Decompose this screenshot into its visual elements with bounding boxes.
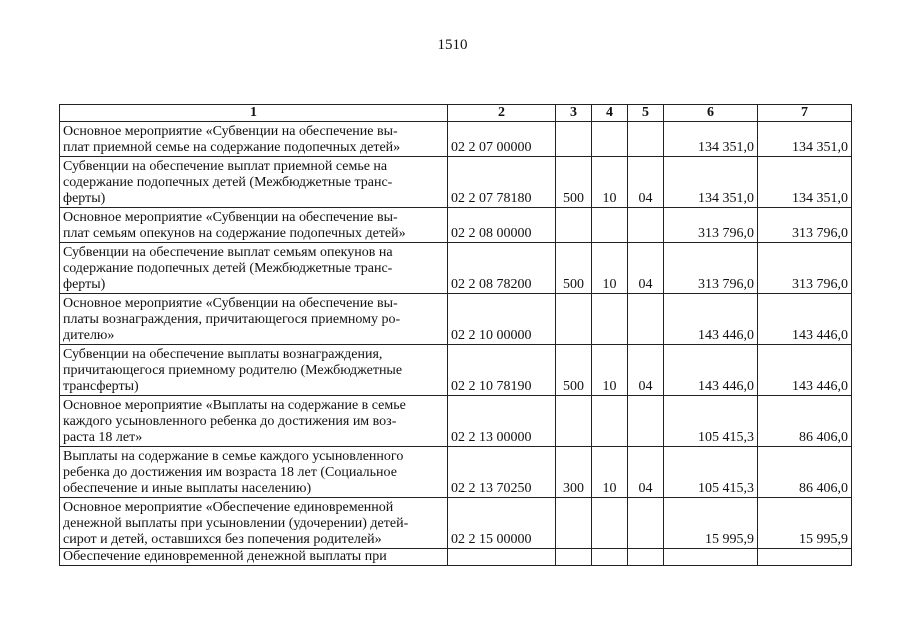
row-amount-col7: 86 406,0 (758, 396, 852, 447)
row-name: Основное мероприятие «Субвенции на обеспечение вы- платы вознаграждения, причитающегося приемному ро- дителю» (60, 294, 448, 345)
row-amount-col7: 15 995,9 (758, 498, 852, 549)
row-col5 (628, 396, 664, 447)
row-amount-col7: 134 351,0 (758, 157, 852, 208)
row-col4 (592, 549, 628, 566)
row-amount-col6: 143 446,0 (664, 294, 758, 345)
row-amount-col6: 134 351,0 (664, 122, 758, 157)
row-code: 02 2 10 00000 (448, 294, 556, 345)
row-col5 (628, 208, 664, 243)
row-amount-col7: 313 796,0 (758, 243, 852, 294)
row-amount-col7: 143 446,0 (758, 345, 852, 396)
row-name: Основное мероприятие «Выплаты на содержание в семье каждого усыновленного ребенка до достижения им воз- раста 18 лет» (60, 396, 448, 447)
row-name: Основное мероприятие «Субвенции на обеспечение вы- плат приемной семье на содержание подопечных детей» (60, 122, 448, 157)
row-code: 02 2 13 00000 (448, 396, 556, 447)
col-header-6: 6 (664, 105, 758, 122)
row-amount-col7: 313 796,0 (758, 208, 852, 243)
row-code: 02 2 15 00000 (448, 498, 556, 549)
table-row (60, 396, 852, 447)
row-col4 (592, 208, 628, 243)
row-col4 (592, 396, 628, 447)
row-col5: 04 (628, 447, 664, 498)
table-row (60, 243, 852, 294)
row-amount-col7: 86 406,0 (758, 447, 852, 498)
row-amount-col6: 105 415,3 (664, 447, 758, 498)
row-amount-col6: 15 995,9 (664, 498, 758, 549)
row-code: 02 2 08 78200 (448, 243, 556, 294)
row-col5 (628, 294, 664, 345)
row-name: Основное мероприятие «Субвенции на обеспечение вы- плат семьям опекунов на содержание подопечных детей» (60, 208, 448, 243)
table-row (60, 157, 852, 208)
row-name: Субвенции на обеспечение выплаты вознаграждения, причитающегося приемному родителю (Межбюджетные трансферты) (60, 345, 448, 396)
row-col4: 10 (592, 243, 628, 294)
row-col4: 10 (592, 157, 628, 208)
row-col5: 04 (628, 345, 664, 396)
table-row (60, 345, 852, 396)
row-name: Обеспечение единовременной денежной выплаты при (60, 549, 448, 566)
row-code: 02 2 07 00000 (448, 122, 556, 157)
row-col3 (556, 396, 592, 447)
row-col5 (628, 549, 664, 566)
row-code: 02 2 07 78180 (448, 157, 556, 208)
budget-table (59, 104, 852, 566)
header-row (60, 105, 852, 122)
row-col4: 10 (592, 447, 628, 498)
row-col3 (556, 122, 592, 157)
row-col5: 04 (628, 157, 664, 208)
row-col3: 500 (556, 243, 592, 294)
row-name: Субвенции на обеспечение выплат семьям опекунов на содержание подопечных детей (Межбюджетные транс- ферты) (60, 243, 448, 294)
table-row (60, 549, 852, 566)
row-col4 (592, 294, 628, 345)
row-col3 (556, 294, 592, 345)
table-row (60, 122, 852, 157)
page-number: 1510 (437, 37, 468, 53)
row-code: 02 2 10 78190 (448, 345, 556, 396)
row-col4 (592, 498, 628, 549)
row-col3: 500 (556, 157, 592, 208)
table-row (60, 498, 852, 549)
row-col3 (556, 549, 592, 566)
row-name: Основное мероприятие «Обеспечение единовременной денежной выплаты при усыновлении (удочерении) детей- сирот и детей, оставшихся без попечения родителей» (60, 498, 448, 549)
table-row (60, 208, 852, 243)
row-col3 (556, 498, 592, 549)
row-col3 (556, 208, 592, 243)
row-code: 02 2 08 00000 (448, 208, 556, 243)
col-header-5: 5 (628, 105, 664, 122)
row-col4 (592, 122, 628, 157)
row-col5: 04 (628, 243, 664, 294)
col-header-1: 1 (60, 105, 448, 122)
row-code: 02 2 13 70250 (448, 447, 556, 498)
col-header-4: 4 (592, 105, 628, 122)
row-amount-col6: 105 415,3 (664, 396, 758, 447)
table-row (60, 294, 852, 345)
row-name: Субвенции на обеспечение выплат приемной семье на содержание подопечных детей (Межбюджетные транс- ферты) (60, 157, 448, 208)
table-row (60, 447, 852, 498)
row-col4: 10 (592, 345, 628, 396)
row-col3: 500 (556, 345, 592, 396)
row-amount-col6: 134 351,0 (664, 157, 758, 208)
col-header-7: 7 (758, 105, 852, 122)
col-header-2: 2 (448, 105, 556, 122)
row-amount-col6: 143 446,0 (664, 345, 758, 396)
row-name: Выплаты на содержание в семье каждого усыновленного ребенка до достижения им возраста 18 лет (Социальное обеспечение и иные выплаты населению) (60, 447, 448, 498)
row-col5 (628, 122, 664, 157)
row-code (448, 549, 556, 566)
row-amount-col7: 134 351,0 (758, 122, 852, 157)
row-col5 (628, 498, 664, 549)
row-amount-col7 (758, 549, 852, 566)
row-amount-col6: 313 796,0 (664, 243, 758, 294)
row-amount-col7: 143 446,0 (758, 294, 852, 345)
row-col3: 300 (556, 447, 592, 498)
row-amount-col6 (664, 549, 758, 566)
row-amount-col6: 313 796,0 (664, 208, 758, 243)
col-header-3: 3 (556, 105, 592, 122)
